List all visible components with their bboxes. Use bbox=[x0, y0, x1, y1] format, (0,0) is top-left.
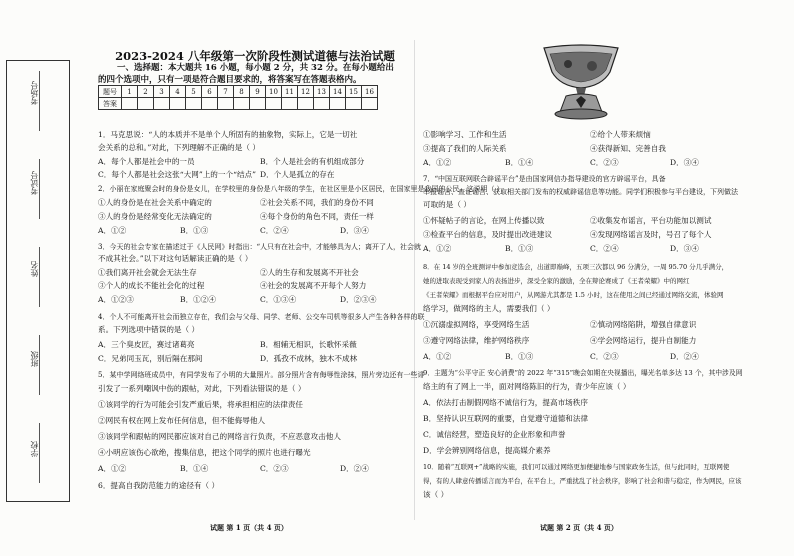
q9-option-d: D．学会辨别网络信息，提高媒介素养 bbox=[423, 446, 551, 455]
q8-option-b: B．①③ bbox=[505, 352, 534, 361]
strip-field-name: 姓名 bbox=[30, 261, 39, 277]
answer-table-answer-row bbox=[99, 98, 378, 110]
answer-cell[interactable] bbox=[138, 98, 154, 110]
q1-option-c: C．每个人都是社会这张“大网”上的一个“结点” bbox=[98, 170, 257, 179]
q2-stem: 2．小丽在家庭聚会时的身份是女儿，在学校里的身份是八年级的学生，在社区里是小区居民，在国家里是我国的公民。这说明（ ） bbox=[98, 185, 504, 193]
answer-table-header-row bbox=[99, 86, 378, 98]
answer-table-number: 6 bbox=[202, 86, 218, 98]
q7-item-3: ③检查平台的信息，及时提出改进建议 bbox=[423, 230, 553, 239]
answer-table-number: 11 bbox=[282, 86, 298, 98]
q2-option-d: D．③④ bbox=[340, 226, 369, 235]
strip-field-school: 学校 bbox=[30, 441, 39, 457]
q8-stem-4: 络学习，做网络的主人，需要我们（ ） bbox=[423, 304, 555, 313]
answer-cell[interactable] bbox=[122, 98, 138, 110]
q10-stem-1: 10．随着“互联网+”战略的实施，我们可以通过网络更加便捷地参与国家政务生活，但与此同时，互联网使 bbox=[423, 463, 730, 471]
q6-option-d: D．③④ bbox=[670, 158, 699, 167]
q5-item-4: ④小明应该伤心欲绝，搜集信息，把这个同学的照片也进行曝光 bbox=[98, 448, 311, 457]
q6-option-c: C．②③ bbox=[590, 158, 619, 167]
answer-table-number: 7 bbox=[218, 86, 234, 98]
answer-table-number: 5 bbox=[186, 86, 202, 98]
q7-item-2: ②收集发布谣言，平台功能加以测试 bbox=[590, 216, 712, 225]
q9-stem-2: 络主的有了网上一半，面对网络陈旧的行为，青少年应该（ ） bbox=[423, 382, 631, 391]
answer-table-answer-label: 答案 bbox=[99, 98, 122, 110]
q5-option-b: B．①④ bbox=[180, 464, 209, 473]
answer-table-number: 12 bbox=[298, 86, 314, 98]
q2-option-c: C．②④ bbox=[260, 226, 289, 235]
q6-item-1: ①影响学习、工作和生活 bbox=[423, 130, 507, 139]
q4-option-a: A．三个臭皮匠，赛过诸葛亮 bbox=[98, 340, 195, 349]
strip-field-class: 班级 bbox=[30, 351, 39, 367]
answer-table-number: 15 bbox=[346, 86, 362, 98]
answer-table-number: 4 bbox=[170, 86, 186, 98]
q5-item-2: ②网民有权在网上发布任何信息，但不能侮辱他人 bbox=[98, 416, 266, 425]
answer-table-number: 10 bbox=[266, 86, 282, 98]
q8-stem-1: 8．在 14 岁的全班测评中参加竞选会，出道即巅峰，五项三次都以 96 分满分，一周 95.70 分几乎满分， bbox=[423, 263, 729, 271]
q8-item-3: ③遵守网络法律，维护网络秩序 bbox=[423, 336, 530, 345]
q3-item-1: ①我们离开社会就会无法生存 bbox=[98, 268, 197, 277]
q5-item-3: ③该同学和跟帖的网民都应该对自己的网络言行负责，不应恶意攻击他人 bbox=[98, 432, 341, 441]
page-1-footer: 试题 第 1 页（共 4 页） bbox=[210, 523, 288, 532]
q2-option-b: B．①③ bbox=[180, 226, 209, 235]
q3-option-c: C．①③④ bbox=[260, 295, 297, 304]
q8-option-d: D．②④ bbox=[670, 352, 699, 361]
binding-strip bbox=[6, 60, 70, 502]
answer-table bbox=[98, 85, 378, 110]
q1-option-d: D．个人是孤立的存在 bbox=[260, 170, 335, 179]
answer-table-number: 16 bbox=[362, 86, 378, 98]
answer-table-number: 13 bbox=[314, 86, 330, 98]
q7-option-d: D．③④ bbox=[670, 244, 699, 253]
q3-option-b: B．①②④ bbox=[180, 295, 216, 304]
q9-option-c: C．诚信经营，塑造良好的企业形象和声誉 bbox=[423, 430, 566, 439]
answer-cell[interactable] bbox=[346, 98, 362, 110]
q7-option-c: C．②④ bbox=[590, 244, 619, 253]
section1-instruction-1: 一、选择题：本大题共 16 小题，每小题 2 分，共 32 分。在每小题给出 bbox=[117, 63, 394, 73]
answer-cell[interactable] bbox=[202, 98, 218, 110]
answer-table-number: 9 bbox=[250, 86, 266, 98]
strip-field-exam-room: 考场号 bbox=[30, 81, 39, 105]
q7-stem-1: 7．“中国互联网联合辟谣平台”是由国家网信办指导建设的官方辟谣平台，具备 bbox=[423, 175, 666, 183]
q3-option-d: D．②③④ bbox=[340, 295, 377, 304]
q6-option-a: A．①② bbox=[423, 158, 452, 167]
q6-option-b: B．①④ bbox=[505, 158, 534, 167]
q4-stem-1: 4．个人不可能离开社会而独立存在，我们会与父母、同学、老师、公交车司机等很多人产生各种各样的联 bbox=[98, 313, 425, 321]
q9-option-a: A．依法打击制假网络不诚信行为，提高市场秩序 bbox=[423, 398, 588, 407]
answer-table-number-label: 题号 bbox=[99, 86, 122, 98]
strip-field-exam-number: 考试号 bbox=[30, 171, 39, 195]
q4-option-c: C．兄弟同玉瓦，别后隔在那间 bbox=[98, 354, 203, 363]
q6-item-3: ③提高了我们的人际关系 bbox=[423, 144, 507, 153]
answer-cell[interactable] bbox=[250, 98, 266, 110]
q4-option-b: B．相辅无相识，长歌怀采薇 bbox=[260, 340, 357, 349]
page-2-footer: 试题 第 2 页（共 4 页） bbox=[540, 523, 618, 532]
answer-table-number: 3 bbox=[154, 86, 170, 98]
answer-cell[interactable] bbox=[170, 98, 186, 110]
q4-stem-2: 系。下列选项中错误的是（ ） bbox=[98, 325, 200, 334]
q3-stem-1: 3．今天的社会专家在描述过于《人民网》时指出：“人只有在社会中，才能够具为人；离开了人，社会就 bbox=[98, 243, 422, 251]
answer-cell[interactable] bbox=[330, 98, 346, 110]
answer-cell[interactable] bbox=[362, 98, 378, 110]
page-2 bbox=[420, 0, 750, 556]
answer-table-number: 8 bbox=[234, 86, 250, 98]
q9-stem-1: 9．主题为“公平守正 安心消费”的 2022 年“315”晚会如期在央视播出，曝光名单多达 13 个，其中涉及网 bbox=[423, 369, 743, 377]
section1-instruction-2: 的四个选项中，只有一项是符合题目要求的，将答案写在答题表格内。 bbox=[98, 75, 362, 85]
q1-stem-1: 1．马克思说：“人的本质并不是单个人所固有的抽象物，实际上，它是一切社 bbox=[98, 130, 358, 139]
answer-table-number: 14 bbox=[330, 86, 346, 98]
q7-item-1: ①怀疑帖子的言论，在网上传播以致 bbox=[423, 216, 545, 225]
q6-item-4: ④获得新知、完善自我 bbox=[590, 144, 666, 153]
answer-cell[interactable] bbox=[314, 98, 330, 110]
q6-item-2: ②给个人带来烦恼 bbox=[590, 130, 651, 139]
q8-item-2: ②慎动网络陷阱，增强自律意识 bbox=[590, 320, 697, 329]
q5-stem-2: 引发了一系列嘲讽中伤的跟帖，对此，下列看法错误的是（ ） bbox=[98, 384, 306, 393]
q9-option-b: B．坚持认识互联网的重要，自觉遵守道德和法律 bbox=[423, 414, 589, 423]
q3-option-a: A．①②③ bbox=[98, 295, 134, 304]
q7-stem-3: 可取的是（ ） bbox=[423, 200, 471, 209]
q8-option-c: C．②③ bbox=[590, 352, 619, 361]
q3-stem-2: 不成其社会。”以下对这句话解读正确的是（ ） bbox=[98, 254, 253, 263]
q2-item-4: ④每个身份的角色不同，责任一样 bbox=[260, 212, 374, 221]
q8-item-4: ④学会网络运行，提升自制能力 bbox=[590, 336, 697, 345]
q7-option-b: B．①③ bbox=[505, 244, 534, 253]
q2-option-a: A．①② bbox=[98, 226, 127, 235]
exam-title: 2023-2024 八年级第一次阶段性测试道德与法治试题 bbox=[115, 49, 395, 63]
q8-item-1: ①沉溺虚拟网络，享受网络生活 bbox=[423, 320, 530, 329]
q5-option-d: D．②④ bbox=[340, 464, 369, 473]
q7-stem-2: 举报谣言、查证谣言、获取相关部门发布的权威辟谣信息等功能。同学们积极参与平台建设，下列做法 bbox=[423, 188, 738, 196]
answer-cell[interactable] bbox=[218, 98, 234, 110]
answer-cell[interactable] bbox=[266, 98, 282, 110]
answer-table-number: 2 bbox=[138, 86, 154, 98]
q8-stem-3: 《王者荣耀》而根据平台应对用户，从网游尤其都是 1.5 小时，这在使用之间已经通过网络交流，体验网 bbox=[423, 291, 724, 299]
answer-cell[interactable] bbox=[186, 98, 202, 110]
q2-item-3: ③人的身份是经常变化无法确定的 bbox=[98, 212, 212, 221]
q5-stem-1: 5．某中学网络班成员中，有同学发布了小明的大量照片。部分照片含有侮辱性涂抹，照片旁边还有一些诽 bbox=[98, 371, 425, 379]
q10-stem-3: 该（ ） bbox=[423, 490, 449, 499]
answer-cell[interactable] bbox=[154, 98, 170, 110]
q5-option-a: A．①② bbox=[98, 464, 127, 473]
q8-option-a: A．①② bbox=[423, 352, 452, 361]
answer-cell[interactable] bbox=[234, 98, 250, 110]
q6-stem: 6．提高自我防范能力的途径有（ ） bbox=[98, 481, 220, 490]
q3-item-4: ④社会的发展离不开每个人努力 bbox=[260, 281, 367, 290]
q5-option-c: C．②③ bbox=[260, 464, 289, 473]
q3-item-3: ③个人的成长不能社会化的过程 bbox=[98, 281, 205, 290]
q8-stem-2: 她的进取表现受到家人的表扬进步，深受全家的激励，全在辩论赛成了《王者荣耀》中的网红 bbox=[423, 277, 690, 285]
q2-item-1: ①人的身份是在社会关系中确定的 bbox=[98, 198, 212, 207]
q2-item-2: ②社会关系不同，我们的身份不同 bbox=[260, 198, 374, 207]
answer-cell[interactable] bbox=[282, 98, 298, 110]
q4-option-d: D．孤孜不成林，独木不成林 bbox=[260, 354, 358, 363]
q1-option-b: B．个人是社会的有机组成部分 bbox=[260, 157, 365, 166]
q3-item-2: ②人的生存和发展离不开社会 bbox=[260, 268, 359, 277]
answer-table-number: 1 bbox=[122, 86, 138, 98]
answer-cell[interactable] bbox=[298, 98, 314, 110]
q10-stem-2: 得，有的人肆意传播谣言而为平台，在平台上，严重扰乱了社会秩序，影响了社会和谐与稳定，作为网民，应该 bbox=[423, 477, 742, 485]
q1-option-a: A．每个人都是社会中的一员 bbox=[98, 157, 195, 166]
q5-item-1: ①该同学的行为可能会引发严重后果，将承担相应的法律责任 bbox=[98, 400, 304, 409]
q7-option-a: A．①② bbox=[423, 244, 452, 253]
q7-item-4: ④发现网络谣言及时，号召了每个人 bbox=[590, 230, 712, 239]
q1-stem-2: 会关系的总和。”对此，下列理解不正确的是（ ） bbox=[98, 143, 260, 152]
